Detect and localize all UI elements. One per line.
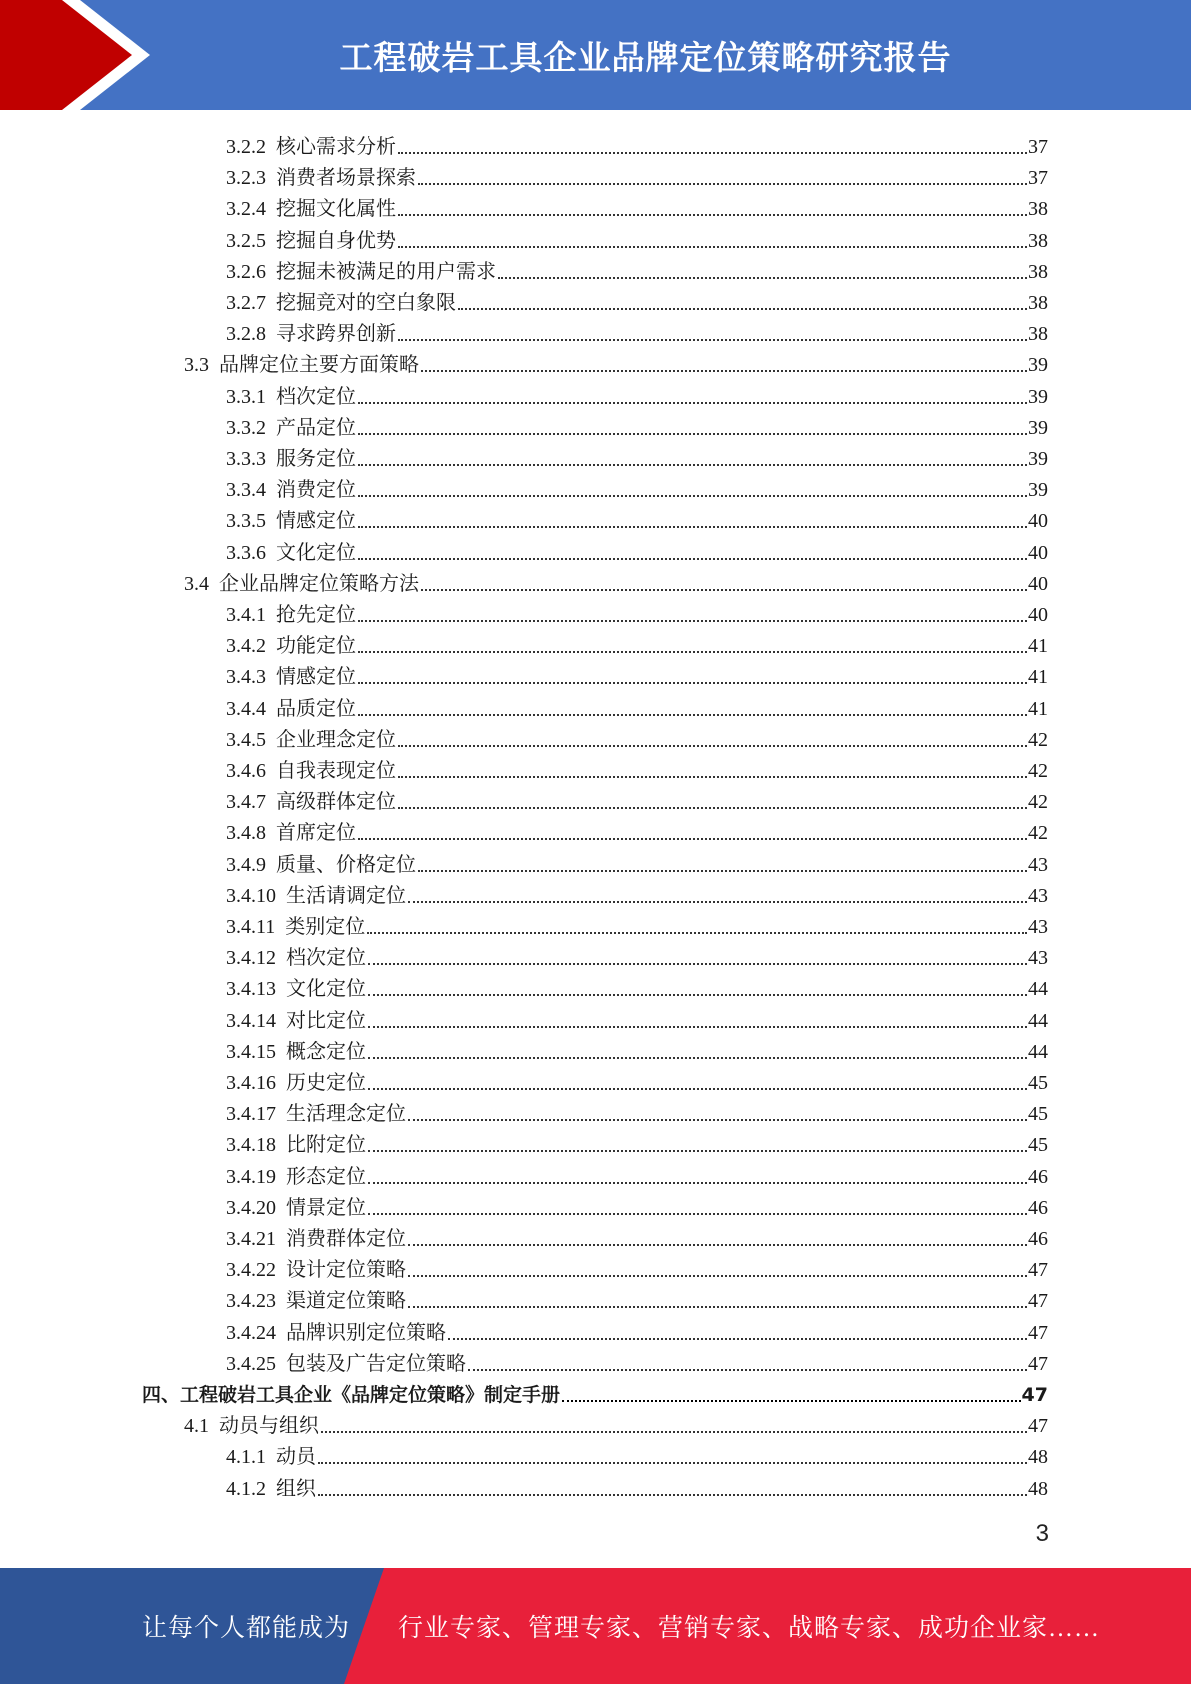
toc-entry[interactable] xyxy=(226,690,1048,721)
toc-leader-dots xyxy=(358,838,1027,840)
toc-entry-page: 47 xyxy=(1028,1415,1048,1437)
toc-entry-page: 39 xyxy=(1028,386,1048,408)
toc-entry-page: 41 xyxy=(1028,698,1048,720)
toc-entry-title: 对比定位 xyxy=(286,1010,366,1032)
toc-entry-page: 47 xyxy=(1021,1384,1048,1406)
footer-slogan-left: 让每个人都能成为 xyxy=(142,1615,351,1642)
toc-leader-dots xyxy=(398,776,1027,778)
toc-leader-dots xyxy=(358,682,1027,684)
toc-entry[interactable] xyxy=(226,534,1048,565)
toc-entry[interactable] xyxy=(226,471,1048,502)
toc-leader-dots xyxy=(358,714,1027,716)
toc-leader-dots xyxy=(358,558,1027,560)
toc-entry-page: 46 xyxy=(1028,1166,1048,1188)
toc-entry-number: 3.4.5 xyxy=(226,729,266,751)
page-number: 3 xyxy=(1035,1520,1049,1547)
toc-entry[interactable] xyxy=(226,1095,1048,1126)
toc-entry-title: 消费群体定位 xyxy=(286,1228,406,1250)
toc-leader-dots xyxy=(358,464,1027,466)
toc-entry-page: 45 xyxy=(1028,1134,1048,1156)
toc-entry-title: 高级群体定位 xyxy=(276,791,396,813)
toc-entry-number: 3.4.13 xyxy=(226,978,276,1000)
toc-entry-number: 3.4.2 xyxy=(226,635,266,657)
toc-leader-dots xyxy=(398,246,1027,248)
toc-entry[interactable] xyxy=(226,846,1048,877)
toc-entry-title: 挖掘自身优势 xyxy=(276,230,396,252)
toc-entry-page: 45 xyxy=(1028,1072,1048,1094)
toc-leader-dots xyxy=(398,339,1027,341)
toc-leader-dots xyxy=(468,1369,1027,1371)
toc-entry-number: 3.2.6 xyxy=(226,261,266,283)
toc-leader-dots xyxy=(368,1057,1027,1059)
toc-entry-page: 38 xyxy=(1028,292,1048,314)
toc-leader-dots xyxy=(368,963,1027,965)
toc-entry[interactable] xyxy=(226,409,1048,440)
toc-entry-page: 45 xyxy=(1028,1103,1048,1125)
toc-entry-page: 39 xyxy=(1028,354,1048,376)
toc-entry[interactable] xyxy=(226,1220,1048,1251)
toc-entry[interactable] xyxy=(226,1438,1048,1469)
toc-entry-page: 42 xyxy=(1028,729,1048,751)
toc-entry-number: 3.4.10 xyxy=(226,885,276,907)
toc-entry-title: 概念定位 xyxy=(286,1041,366,1063)
toc-entry-page: 40 xyxy=(1028,510,1048,532)
toc-entry-title: 档次定位 xyxy=(286,947,366,969)
toc-leader-dots xyxy=(421,589,1027,591)
toc-leader-dots xyxy=(368,994,1027,996)
page-header xyxy=(0,0,1191,110)
toc-entry-title: 挖掘竞对的空白象限 xyxy=(276,292,456,314)
toc-entry-page: 39 xyxy=(1028,417,1048,439)
document-title: 工程破岩工具企业品牌定位策略研究报告 xyxy=(339,37,952,77)
toc-entry-page: 37 xyxy=(1028,136,1048,158)
toc-entry-number: 3.4.21 xyxy=(226,1228,276,1250)
toc-entry-title: 文化定位 xyxy=(286,978,366,1000)
toc-entry-number: 3.4.20 xyxy=(226,1197,276,1219)
toc-entry-number: 3.3.1 xyxy=(226,386,266,408)
toc-entry-number: 3.4.22 xyxy=(226,1259,276,1281)
toc-entry-page: 43 xyxy=(1028,854,1048,876)
toc-entry-number: 3.4.7 xyxy=(226,791,266,813)
toc-entry-title: 档次定位 xyxy=(276,386,356,408)
toc-entry-number: 4.1.1 xyxy=(226,1446,266,1468)
toc-leader-dots xyxy=(358,402,1027,404)
page-footer xyxy=(0,1568,1191,1684)
toc-entry[interactable] xyxy=(226,159,1048,190)
toc-entry-number: 3.4.1 xyxy=(226,604,266,626)
toc-entry-title: 功能定位 xyxy=(276,635,356,657)
toc-entry-page: 38 xyxy=(1028,198,1048,220)
toc-entry-page: 47 xyxy=(1028,1290,1048,1312)
toc-entry-number: 3.4.11 xyxy=(226,916,276,938)
toc-entry[interactable] xyxy=(226,627,1048,658)
toc-entry-number: 3.3.5 xyxy=(226,510,266,532)
toc-entry-title: 品牌定位主要方面策略 xyxy=(219,354,419,376)
toc-entry-number: 3.4.18 xyxy=(226,1134,276,1156)
toc-leader-dots xyxy=(398,745,1027,747)
toc-leader-dots xyxy=(358,526,1027,528)
toc-entry[interactable] xyxy=(226,1251,1048,1282)
toc-entry-page: 48 xyxy=(1028,1446,1048,1468)
toc-entry-title: 品牌识别定位策略 xyxy=(286,1322,446,1344)
toc-entry-page: 44 xyxy=(1028,1010,1048,1032)
toc-entry-number: 3.3.3 xyxy=(226,448,266,470)
toc-entry-page: 40 xyxy=(1028,604,1048,626)
toc-leader-dots xyxy=(368,1213,1027,1215)
toc-leader-dots xyxy=(398,214,1027,216)
toc-entry-page: 44 xyxy=(1028,1041,1048,1063)
toc-entry-title: 组织 xyxy=(276,1478,316,1500)
toc-entry-title: 包装及广告定位策略 xyxy=(286,1353,466,1375)
toc-entry[interactable] xyxy=(226,1064,1048,1095)
toc-leader-dots xyxy=(368,1026,1027,1028)
toc-entry-number: 3.3.4 xyxy=(226,479,266,501)
header-arrow-decoration xyxy=(0,0,160,110)
toc-entry[interactable] xyxy=(142,1376,1048,1407)
toc-entry-page: 40 xyxy=(1028,573,1048,595)
toc-entry[interactable] xyxy=(226,1314,1048,1345)
toc-entry-title: 情感定位 xyxy=(276,666,356,688)
toc-entry[interactable] xyxy=(226,939,1048,970)
toc-entry[interactable] xyxy=(226,190,1048,221)
toc-entry-number: 3.3.2 xyxy=(226,417,266,439)
toc-entry-page: 47 xyxy=(1028,1353,1048,1375)
toc-entry-page: 46 xyxy=(1028,1228,1048,1250)
toc-leader-dots xyxy=(562,1400,1021,1402)
toc-leader-dots xyxy=(408,1244,1027,1246)
toc-entry-page: 39 xyxy=(1028,479,1048,501)
toc-entry[interactable] xyxy=(226,1345,1048,1376)
toc-leader-dots xyxy=(408,1306,1027,1308)
toc-entry-number: 3.3.6 xyxy=(226,542,266,564)
toc-entry-number: 4.1.2 xyxy=(226,1478,266,1500)
toc-leader-dots xyxy=(448,1338,1027,1340)
toc-entry[interactable] xyxy=(226,1126,1048,1157)
toc-entry-page: 43 xyxy=(1028,947,1048,969)
toc-entry-title: 品质定位 xyxy=(276,698,356,720)
toc-leader-dots xyxy=(368,1088,1027,1090)
toc-entry-title: 寻求跨界创新 xyxy=(276,323,396,345)
toc-leader-dots xyxy=(321,1431,1027,1433)
toc-entry[interactable] xyxy=(184,346,1048,377)
toc-entry-number: 3.4.3 xyxy=(226,666,266,688)
toc-entry-title: 生活理念定位 xyxy=(286,1103,406,1125)
toc-entry[interactable] xyxy=(226,284,1048,315)
toc-leader-dots xyxy=(398,152,1027,154)
toc-entry[interactable] xyxy=(226,877,1048,908)
toc-entry-number: 3.4.17 xyxy=(226,1103,276,1125)
toc-entry-title: 首席定位 xyxy=(276,822,356,844)
toc-entry[interactable] xyxy=(226,378,1048,409)
toc-entry-page: 47 xyxy=(1028,1322,1048,1344)
toc-entry[interactable] xyxy=(184,1407,1048,1438)
toc-entry-title: 抢先定位 xyxy=(276,604,356,626)
toc-entry[interactable] xyxy=(226,752,1048,783)
toc-entry[interactable] xyxy=(226,970,1048,1001)
toc-entry-title: 生活请调定位 xyxy=(286,885,406,907)
toc-entry-page: 40 xyxy=(1028,542,1048,564)
toc-entry-number: 3.4.12 xyxy=(226,947,276,969)
toc-entry-page: 46 xyxy=(1028,1197,1048,1219)
toc-entry-title: 挖掘未被满足的用户需求 xyxy=(276,261,496,283)
toc-leader-dots xyxy=(358,620,1027,622)
toc-entry[interactable] xyxy=(226,222,1048,253)
toc-entry-number: 3.4.15 xyxy=(226,1041,276,1063)
toc-entry[interactable] xyxy=(226,440,1048,471)
toc-entry-title: 历史定位 xyxy=(286,1072,366,1094)
toc-entry-page: 42 xyxy=(1028,822,1048,844)
toc-entry[interactable] xyxy=(226,1470,1048,1501)
toc-entry-title: 动员 xyxy=(276,1446,316,1468)
toc-entry-title: 消费者场景探索 xyxy=(276,167,416,189)
toc-entry-title: 自我表现定位 xyxy=(276,760,396,782)
toc-entry-number: 3.2.8 xyxy=(226,323,266,345)
toc-entry[interactable] xyxy=(226,1033,1048,1064)
toc-entry-title: 服务定位 xyxy=(276,448,356,470)
toc-entry-number: 3.4.19 xyxy=(226,1166,276,1188)
toc-entry-number: 3.2.5 xyxy=(226,230,266,252)
toc-leader-dots xyxy=(358,495,1027,497)
toc-leader-dots xyxy=(421,370,1027,372)
toc-entry-title: 动员与组织 xyxy=(219,1415,319,1437)
toc-entry-number: 3.2.7 xyxy=(226,292,266,314)
toc-entry-page: 38 xyxy=(1028,323,1048,345)
toc-leader-dots xyxy=(358,651,1027,653)
toc-entry-number: 3.4.23 xyxy=(226,1290,276,1312)
toc-entry-title: 四、工程破岩工具企业《品牌定位策略》制定手册 xyxy=(142,1384,561,1406)
toc-entry[interactable] xyxy=(226,1189,1048,1220)
toc-entry[interactable] xyxy=(226,596,1048,627)
toc-entry-page: 41 xyxy=(1028,635,1048,657)
toc-entry-number: 3.4.4 xyxy=(226,698,266,720)
toc-entry[interactable] xyxy=(184,565,1048,596)
toc-entry-number: 3.4.8 xyxy=(226,822,266,844)
toc-leader-dots xyxy=(398,807,1027,809)
toc-entry-page: 43 xyxy=(1028,885,1048,907)
toc-entry-page: 48 xyxy=(1028,1478,1048,1500)
toc-entry[interactable] xyxy=(226,1158,1048,1189)
toc-entry-title: 渠道定位策略 xyxy=(286,1290,406,1312)
toc-entry-number: 3.2.4 xyxy=(226,198,266,220)
toc-entry-title: 核心需求分析 xyxy=(276,136,396,158)
toc-entry-number: 4.1 xyxy=(184,1415,209,1437)
toc-entry[interactable] xyxy=(226,814,1048,845)
toc-leader-dots xyxy=(368,1182,1027,1184)
toc-leader-dots xyxy=(358,433,1027,435)
toc-entry-page: 43 xyxy=(1028,916,1048,938)
toc-entry-number: 3.4 xyxy=(184,573,209,595)
toc-entry[interactable] xyxy=(226,502,1048,533)
toc-entry[interactable] xyxy=(226,253,1048,284)
toc-entry-number: 3.4.16 xyxy=(226,1072,276,1094)
toc-entry-title: 质量、价格定位 xyxy=(276,854,416,876)
toc-entry-page: 47 xyxy=(1028,1259,1048,1281)
toc-entry-number: 3.4.25 xyxy=(226,1353,276,1375)
toc-leader-dots xyxy=(458,308,1027,310)
toc-entry-title: 形态定位 xyxy=(286,1166,366,1188)
toc-entry-title: 挖掘文化属性 xyxy=(276,198,396,220)
toc-entry-title: 情景定位 xyxy=(286,1197,366,1219)
toc-leader-dots xyxy=(318,1494,1027,1496)
toc-entry-page: 38 xyxy=(1028,230,1048,252)
toc-entry-title: 情感定位 xyxy=(276,510,356,532)
toc-entry-number: 3.4.6 xyxy=(226,760,266,782)
toc-entry-page: 37 xyxy=(1028,167,1048,189)
toc-entry-title: 设计定位策略 xyxy=(286,1259,406,1281)
toc-entry-title: 类别定位 xyxy=(285,916,366,938)
toc-entry-number: 3.4.9 xyxy=(226,854,266,876)
toc-entry-number: 3.4.14 xyxy=(226,1010,276,1032)
toc-entry-title: 产品定位 xyxy=(276,417,356,439)
toc-entry-number: 3.3 xyxy=(184,354,209,376)
toc-entry[interactable] xyxy=(226,1282,1048,1313)
toc-entry-page: 39 xyxy=(1028,448,1048,470)
toc-entry[interactable] xyxy=(226,128,1048,159)
toc-entry-page: 41 xyxy=(1028,666,1048,688)
toc-entry[interactable] xyxy=(226,1002,1048,1033)
footer-slogan-right: 行业专家、管理专家、营销专家、战略专家、成功企业家…… xyxy=(398,1615,1101,1642)
toc-entry-title: 企业理念定位 xyxy=(276,729,396,751)
toc-entry-page: 38 xyxy=(1028,261,1048,283)
toc-entry-number: 3.2.2 xyxy=(226,136,266,158)
toc-leader-dots xyxy=(368,1150,1027,1152)
toc-leader-dots xyxy=(418,183,1027,185)
toc-entry[interactable] xyxy=(226,315,1048,346)
toc-entry-title: 比附定位 xyxy=(286,1134,366,1156)
toc-entry[interactable] xyxy=(226,908,1048,939)
toc-leader-dots xyxy=(367,932,1027,934)
toc-entry-page: 42 xyxy=(1028,760,1048,782)
toc-entry-title: 文化定位 xyxy=(276,542,356,564)
toc-entry[interactable] xyxy=(226,783,1048,814)
toc-entry-title: 消费定位 xyxy=(276,479,356,501)
toc-entry-number: 3.4.24 xyxy=(226,1322,276,1344)
toc-leader-dots xyxy=(408,1275,1027,1277)
toc-entry-title: 企业品牌定位策略方法 xyxy=(219,573,419,595)
toc-leader-dots xyxy=(418,870,1027,872)
toc-entry-page: 44 xyxy=(1028,978,1048,1000)
toc-leader-dots xyxy=(408,1119,1027,1121)
toc-entry[interactable] xyxy=(226,658,1048,689)
toc-entry[interactable] xyxy=(226,721,1048,752)
toc-entry-page: 42 xyxy=(1028,791,1048,813)
toc-leader-dots xyxy=(408,901,1027,903)
toc-leader-dots xyxy=(318,1462,1027,1464)
toc-entry-number: 3.2.3 xyxy=(226,167,266,189)
toc-leader-dots xyxy=(498,277,1027,279)
